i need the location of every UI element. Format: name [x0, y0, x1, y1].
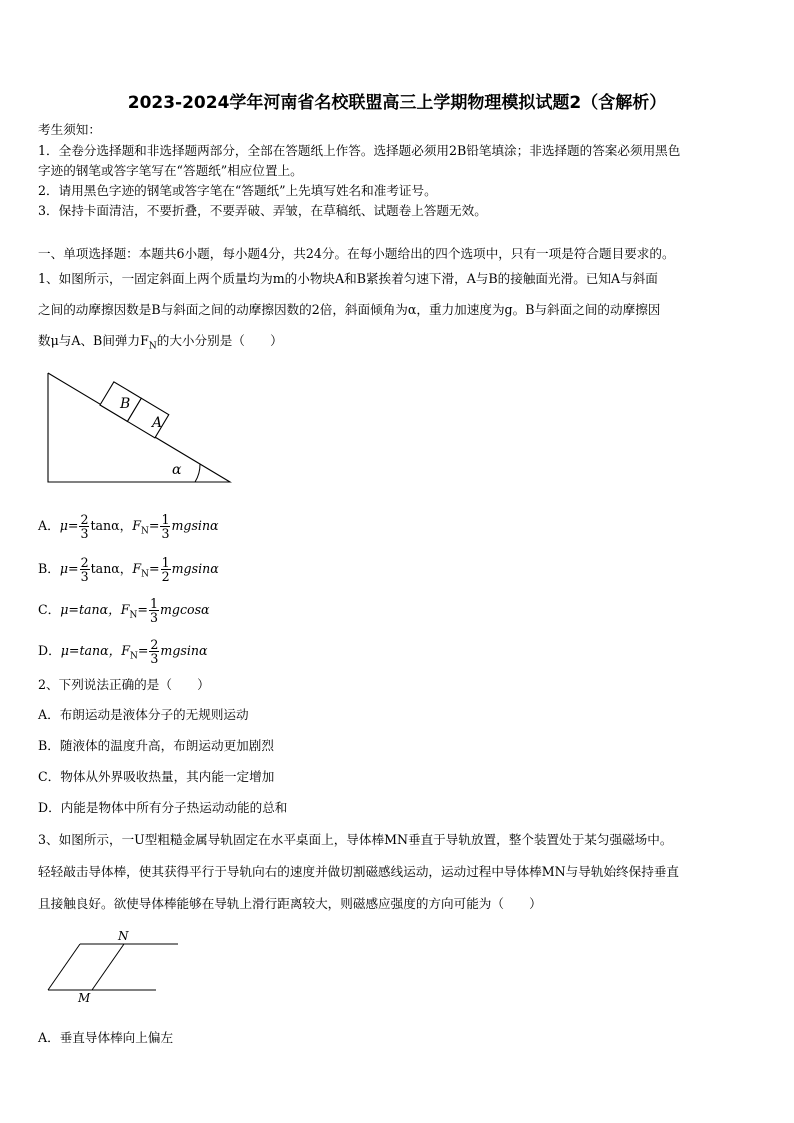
q2-option-a: A．布朗运动是液体分子的无规则运动: [38, 707, 249, 722]
q1-line3: 数μ与A、B间弹力$F_N$的大小分别是（ ）: [38, 333, 283, 352]
q1-line2: 之间的动摩擦因数是B与斜面之间的动摩擦因数的2倍，斜面倾角为α，重力加速度为g。B与斜面之间的动摩擦因: [38, 302, 661, 317]
notice-item-3: 3．保持卡面清洁，不要折叠，不要弄破、弄皱，在草稿纸、试题卷上答题无效。: [38, 203, 487, 218]
label-n: N: [118, 929, 129, 943]
q1-option-c: C．μ=tanα，$F_N=$ $\frac{1}{3}$ mgcosα: [38, 596, 210, 625]
incline-figure: [40, 370, 240, 485]
q2-stem: 2、下列说法正确的是（ ）: [38, 677, 210, 692]
section-heading: 一、单项选择题：本题共6小题，每小题4分，共24分。在每小题给出的四个选项中，只有一项是符合题目要求的。: [38, 246, 675, 261]
q1-line1: 1、如图所示，一固定斜面上两个质量均为m的小物块A和B紧挨着匀速下滑，A与B的接触面光滑。已知A与斜面: [38, 271, 658, 286]
label-b: B: [120, 396, 131, 412]
angle-arc: [195, 464, 200, 482]
notice-item-1-cont: 字迹的钢笔或答字笔写在“答题纸”相应位置上。: [38, 163, 303, 178]
conductor-rod-mn: [92, 944, 124, 990]
q3-line2: 轻轻敲击导体棒，使其获得平行于导轨向右的速度并做切割磁感线运动，运动过程中导体棒MN与导轨始终保持垂直: [38, 864, 680, 879]
q2-option-c: C．物体从外界吸收热量，其内能一定增加: [38, 769, 275, 784]
q3-option-a: A．垂直导体棒向上偏左: [38, 1030, 174, 1045]
q3-line1: 3、如图所示，一U型粗糙金属导轨固定在水平桌面上，导体棒MN垂直于导轨放置，整个装置处于某匀强磁场中。: [38, 832, 673, 847]
notice-heading: 考生须知：: [38, 122, 101, 137]
q1-option-d: D．μ=tanα，$F_N=$ $\frac{2}{3}$ mgsinα: [38, 637, 208, 666]
label-alpha: α: [172, 462, 182, 478]
q2-option-d: D．内能是物体中所有分子热运动动能的总和: [38, 800, 288, 815]
q1-option-a: A．μ= $\frac{2}{3}$ tanα，$F_N=$ $\frac{1}{3}$ mgsinα: [38, 512, 219, 541]
q3-line3: 且接触良好。欲使导体棒能够在导轨上滑行距离较大，则磁感应强度的方向可能为（ ）: [38, 896, 542, 911]
q1-option-b: B．μ= $\frac{2}{3}$ tanα，$F_N=$ $\frac{1}{2}$ mgsinα: [38, 555, 219, 584]
label-a: A: [152, 415, 163, 431]
notice-item-2: 2．请用黑色字迹的钢笔或答字笔在“答题纸”上先填写姓名和准考证号。: [38, 183, 437, 198]
notice-item-1: 1．全卷分选择题和非选择题两部分，全部在答题纸上作答。选择题必须用2B铅笔填涂；非选择题的答案必须用黑色: [38, 143, 681, 158]
rail-figure: [40, 928, 190, 1008]
q2-option-b: B．随液体的温度升高，布朗运动更加剧烈: [38, 738, 274, 753]
page-title: 2023-2024学年河南省名校联盟高三上学期物理模拟试题2（含解析）: [127, 93, 667, 113]
label-m: M: [78, 991, 91, 1005]
